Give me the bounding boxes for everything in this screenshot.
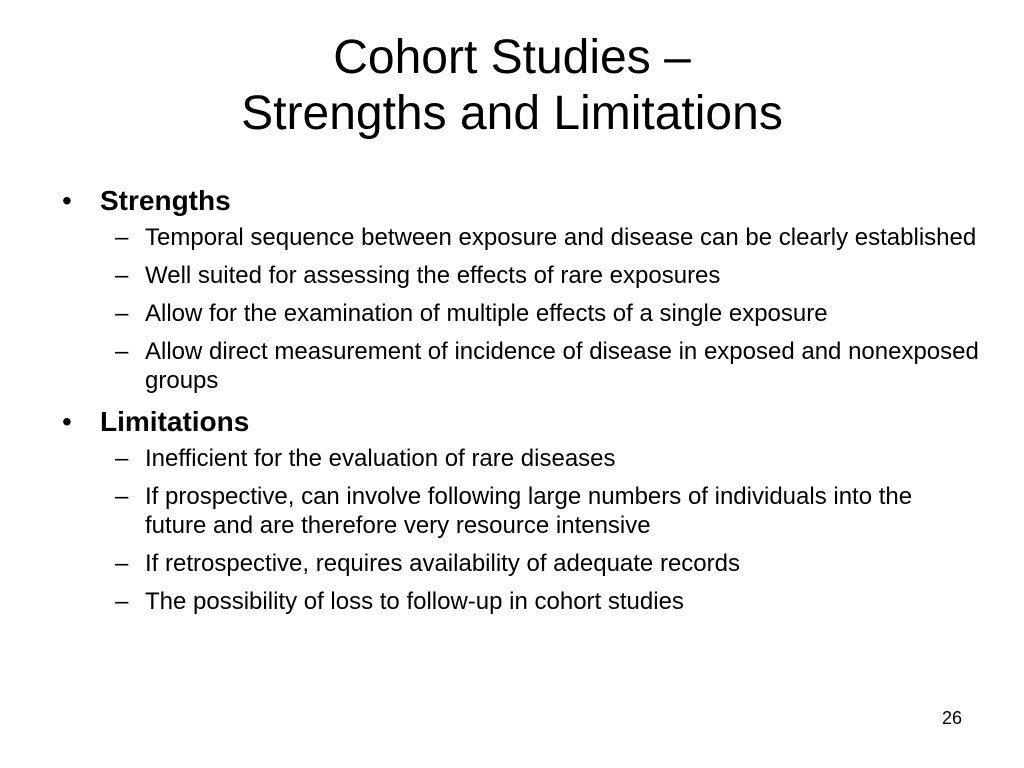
list-item-text: If retrospective, requires availability of adequate records	[145, 550, 740, 577]
list-item-text: Temporal sequence between exposure and disease can be clearly established	[145, 224, 977, 251]
list-item	[60, 223, 980, 252]
dash-icon: –	[115, 300, 129, 327]
section-heading-label: Limitations	[100, 406, 250, 437]
dash-icon: –	[115, 550, 129, 577]
title-line-1: Cohort Studies –	[333, 31, 691, 84]
list-item	[60, 482, 980, 540]
list-item	[60, 261, 980, 290]
strengths-list	[60, 223, 980, 395]
section-heading-limitations	[60, 404, 980, 440]
list-item	[60, 299, 980, 328]
list-item-text: If prospective, can involve following large numbers of individuals into the future and are therefore very resource intensive	[145, 483, 913, 539]
section-heading-strengths	[60, 183, 980, 219]
list-item-text: Allow direct measurement of incidence of disease in exposed and nonexposed groups	[145, 338, 979, 394]
list-item	[60, 549, 980, 578]
section-heading-label: Strengths	[100, 185, 231, 216]
list-item	[60, 587, 980, 616]
list-item	[60, 444, 980, 473]
bullet-icon: •	[62, 185, 72, 216]
dash-icon: –	[115, 445, 129, 472]
list-item-text: Inefficient for the evaluation of rare diseases	[145, 445, 616, 472]
dash-icon: –	[115, 262, 129, 289]
limitations-list	[60, 444, 980, 616]
slide-body	[60, 183, 980, 625]
list-item-text: Allow for the examination of multiple effects of a single exposure	[145, 300, 828, 327]
dash-icon: –	[115, 588, 129, 615]
page-number: 26	[941, 708, 962, 728]
slide-title	[0, 30, 1024, 142]
dash-icon: –	[115, 224, 129, 251]
list-item	[60, 337, 980, 395]
bullet-icon: •	[62, 406, 72, 437]
list-item-text: The possibility of loss to follow-up in cohort studies	[145, 588, 684, 615]
dash-icon: –	[115, 483, 129, 510]
list-item-text: Well suited for assessing the effects of rare exposures	[145, 262, 721, 289]
title-line-2: Strengths and Limitations	[241, 87, 783, 140]
dash-icon: –	[115, 338, 129, 365]
